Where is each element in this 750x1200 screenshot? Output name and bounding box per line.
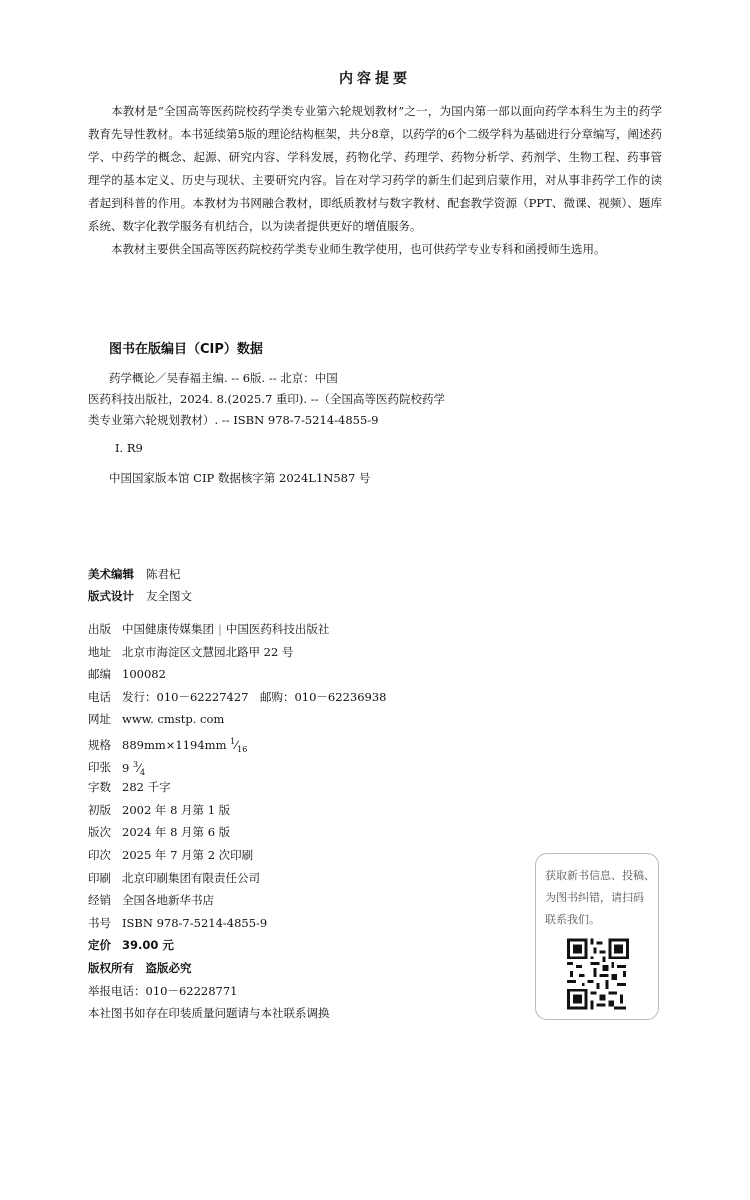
credit-art-editor — [88, 566, 181, 582]
pub-edition-row: 版次 2024 年 8 月第 6 版 — [88, 825, 231, 840]
pub-publisher-row: 出版 中国健康传媒集团 | 中国医药科技出版社 — [88, 622, 330, 636]
credit-label: 美术编辑 — [88, 567, 134, 581]
publisher-group: 中国健康传媒集团 — [122, 622, 214, 636]
pub-phone-row: 电话 发行：010－62227427 邮购：010－62236938 — [88, 689, 387, 704]
page-title: 内容提要 — [339, 71, 411, 87]
credit-label: 版式设计 — [88, 589, 134, 603]
credit-value: 友全图文 — [146, 589, 192, 603]
cip-record-number: 中国国家版本馆 CIP 数据核字第 2024L1N587 号 — [109, 471, 371, 485]
pub-printing-row: 印次 2025 年 7 月第 2 次印刷 — [88, 847, 254, 862]
summary-paragraph-1: 本教材是“全国高等医药院校药学类专业第六轮规划教材”之一，为国内第一部以面向药学本科生为主的药学教育先导性教材。本书延续第5版的理论结构框架，共分8章，以药学的6个二级学科为基础进行分章编写，阐述药学、中药学的概念、起源、研究内容、学科发展，药物化学、药理学、药物分析学、药剂学、生物工程、药事管理学的基本定义、历史与现状、主要研究内容。旨在对学习药学的新生们起到启蒙作用，对从事非药学工作的读者起到科普的作用。本教材为书网融合教材，即纸质教材与数字教材、配套教学资源（PPT、微课、视频）、题库系统、数字化教学服务有机结合，以为读者提供更好的增值服务。 — [88, 104, 662, 233]
pub-address-row: 地址 北京市海淀区文慧园北路甲 22 号 — [88, 644, 294, 659]
credit-layout-design — [88, 588, 192, 604]
publication-info — [88, 618, 386, 1025]
summary — [88, 100, 662, 261]
pub-website-row: 网址 www. cmstp. com — [88, 712, 225, 727]
pub-rights: 版权所有 盗版必究 — [88, 960, 192, 975]
pub-printer-row: 印刷 北京印刷集团有限责任公司 — [88, 870, 260, 885]
qr-contact-box — [535, 853, 659, 1020]
pub-isbn-row: 书号 ISBN 978-7-5214-4855-9 — [88, 915, 268, 930]
pub-postcode-row: 邮编 100082 — [88, 667, 166, 682]
cip-line-3: 类专业第六轮规划教材）. -- ISBN 978-7-5214-4855-9 — [88, 413, 379, 427]
pub-notice: 本社图书如存在印装质量问题请与本社联系调换 — [88, 1006, 330, 1021]
qr-code-icon[interactable] — [567, 938, 629, 1010]
pub-distributor-row: 经销 全国各地新华书店 — [88, 893, 214, 908]
summary-paragraph-2: 本教材主要供全国高等医药院校药学类专业师生教学使用，也可供药学专业专科和函授师生选用。 — [111, 242, 606, 256]
pub-first-edition-row: 初版 2002 年 8 月第 1 版 — [88, 802, 231, 817]
pub-words-row: 字数 282 千字 — [88, 780, 171, 795]
credit-value: 陈君杞 — [146, 567, 181, 581]
cip-line-1: 药学概论／吴春福主编. -- 6版. -- 北京：中国 — [109, 371, 338, 385]
cip-block — [88, 368, 445, 431]
cip-heading: 图书在版编目（CIP）数据 — [109, 342, 263, 357]
pub-report-phone: 举报电话：010－62228771 — [88, 983, 238, 998]
pub-format-row: 规格 889mm×1194mm $^1⁄_{16}$ — [88, 736, 248, 755]
cip-line-2: 医药科技出版社，2024. 8.(2025.7 重印). --（全国高等医药院校药学 — [88, 392, 445, 406]
pub-price-row: 定价 39.00 元 — [88, 938, 174, 953]
cip-classification: Ⅰ. R9 — [115, 441, 143, 455]
website-link: www. cmstp. com — [122, 712, 225, 727]
qr-caption: 获取新书信息、投稿、 为图书纠错，请扫码 联系我们。 — [545, 869, 655, 926]
publisher-name: 中国医药科技出版社 — [225, 622, 330, 636]
pub-sheets-row: 印张 9 $^3⁄_4$ — [88, 759, 146, 777]
